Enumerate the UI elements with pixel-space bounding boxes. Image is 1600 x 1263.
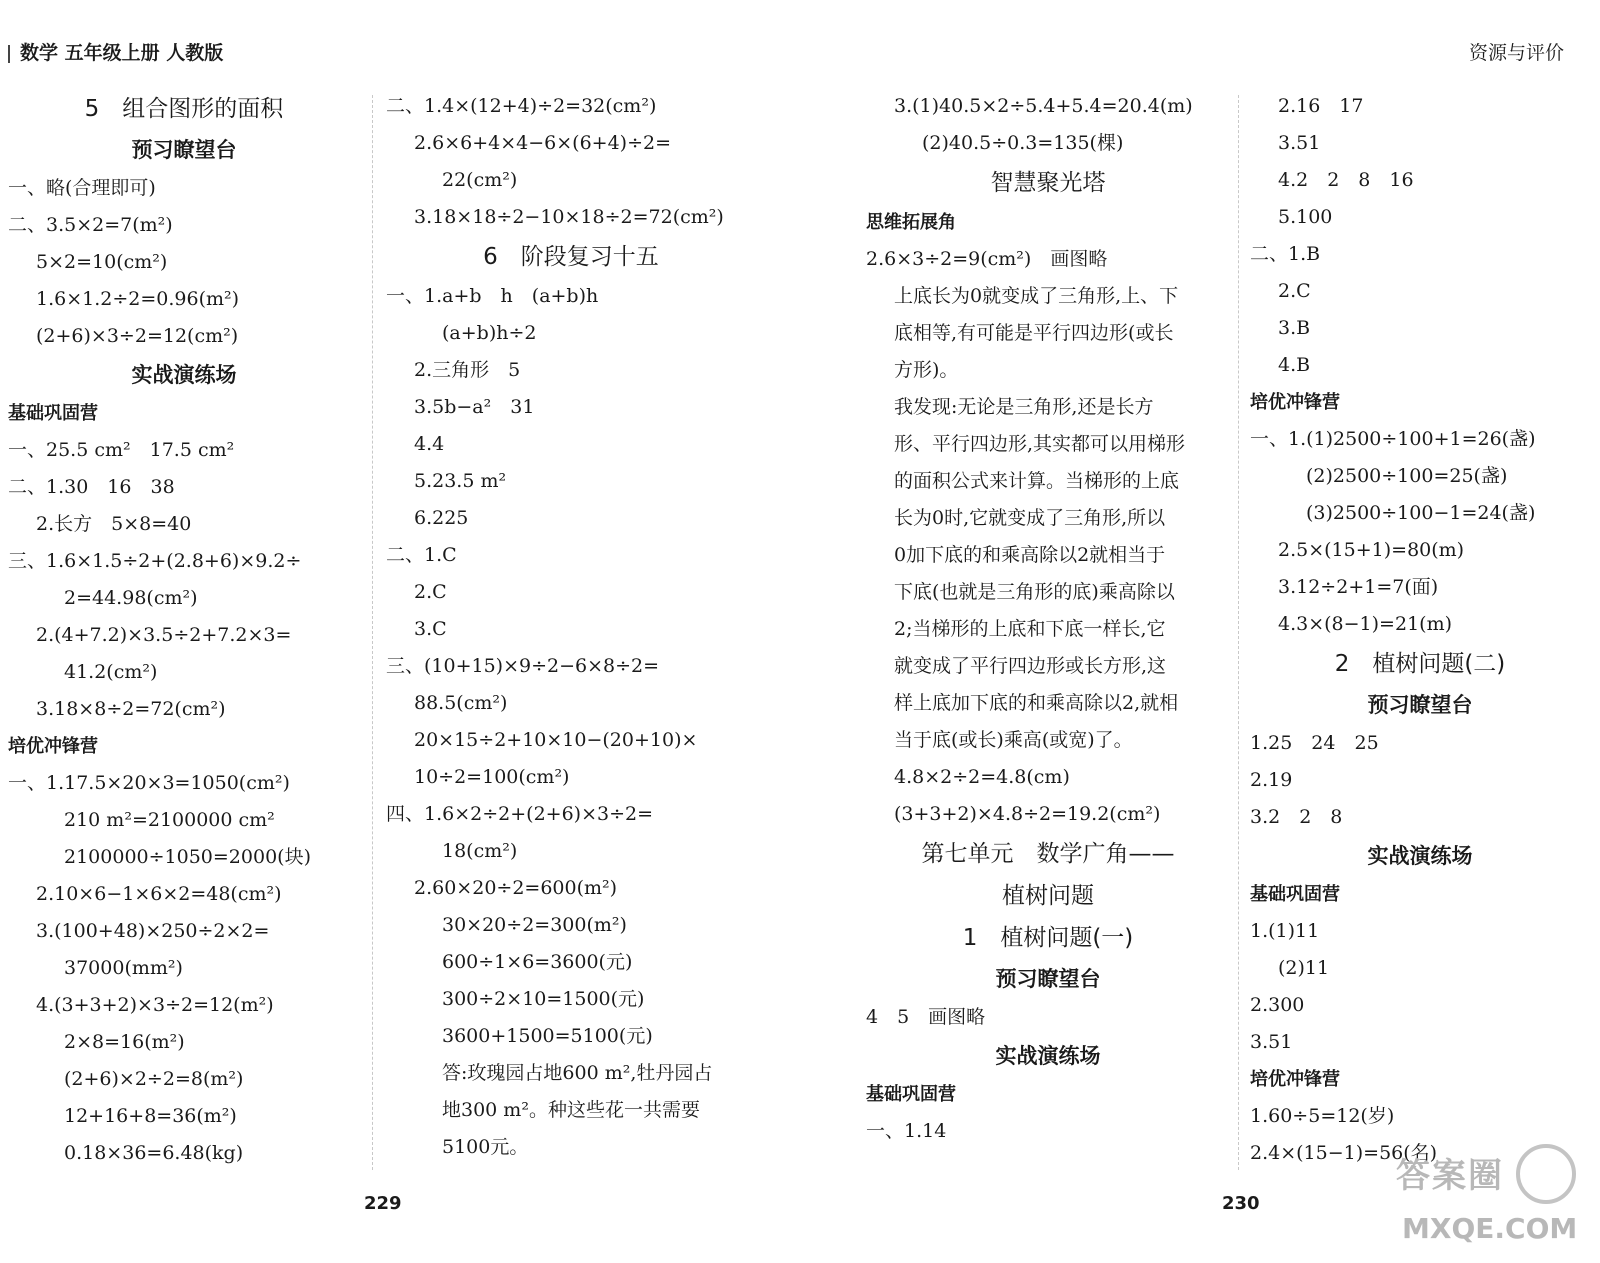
- answer-line: 2.6×3÷2=9(cm²) 画图略: [866, 248, 1108, 270]
- answer-line: 2.16 17: [1278, 95, 1364, 117]
- answer-line: 下底(也就是三角形的底)乘高除以: [894, 581, 1175, 603]
- answer-line: 4.4: [414, 433, 445, 455]
- header-bar: [8, 45, 10, 63]
- section-label: 思维拓展角: [866, 212, 956, 233]
- answer-line: 2.(4+7.2)×3.5÷2+7.2×3=: [36, 624, 292, 646]
- answer-line: 一、1.17.5×20×3=1050(cm²): [8, 772, 290, 794]
- answer-line: 3.C: [414, 618, 447, 640]
- answer-line: 22(cm²): [442, 169, 518, 191]
- answer-line: 我发现:无论是三角形,还是长方: [894, 396, 1154, 418]
- answer-line: 18(cm²): [442, 840, 518, 862]
- column-divider-2: [1238, 95, 1239, 1170]
- answer-line: 一、1.a+b h (a+b)h: [386, 285, 599, 307]
- page-number-right: 230: [1222, 1193, 1260, 1214]
- answer-line: 2;当梯形的上底和下底一样长,它: [894, 618, 1166, 640]
- answer-line: 答:玫瑰园占地600 m²,牡丹园占: [442, 1062, 713, 1084]
- header-left-text: 数学 五年级上册 人教版: [20, 42, 224, 64]
- answer-line: 3600+1500=5100(元): [442, 1025, 653, 1047]
- section-label: 基础巩固营: [866, 1084, 956, 1105]
- answer-line: 3.B: [1278, 317, 1311, 339]
- section-title: 植树问题: [1002, 883, 1094, 909]
- answer-line: 样上底加下底的和乘高除以2,就相: [894, 692, 1179, 714]
- column-3: [866, 88, 1230, 1150]
- answer-line: 5.100: [1278, 206, 1333, 228]
- answer-line: (2)40.5÷0.3=135(棵): [922, 132, 1124, 154]
- answer-line: 的面积公式来计算。当梯形的上底: [894, 470, 1180, 492]
- answer-line: 4.3×(8−1)=21(m): [1278, 613, 1452, 635]
- answer-line: 2.10×6−1×6×2=48(cm²): [36, 883, 282, 905]
- answer-line: 形、平行四边形,其实都可以用梯形: [894, 433, 1186, 455]
- answer-line: 10÷2=100(cm²): [414, 766, 570, 788]
- section-label: 培优冲锋营: [1250, 392, 1340, 413]
- answer-line: (a+b)h÷2: [442, 322, 537, 344]
- answer-line: (2+6)×2÷2=8(m²): [64, 1068, 244, 1090]
- header-left: [8, 38, 223, 65]
- section-title: 智慧聚光塔: [990, 170, 1106, 196]
- answer-line: 二、1.B: [1250, 243, 1321, 265]
- header-right: 资源与评价: [1468, 42, 1564, 64]
- answer-line: 2=44.98(cm²): [64, 587, 198, 609]
- answer-line: 12+16+8=36(m²): [64, 1105, 237, 1127]
- answer-line: (2)11: [1278, 957, 1330, 979]
- section-subtitle: 预习瞭望台: [131, 138, 237, 162]
- section-subtitle: 预习瞭望台: [1367, 693, 1473, 717]
- watermark-top: 答案圈: [1396, 1156, 1504, 1196]
- answer-line: (2+6)×3÷2=12(cm²): [36, 325, 239, 347]
- answer-line: 底相等,有可能是平行四边形(或长: [894, 322, 1174, 344]
- answer-line: 一、1.14: [866, 1120, 947, 1142]
- answer-line: 4 5 画图略: [866, 1006, 986, 1028]
- answer-line: (2)2500÷100=25(盏): [1306, 465, 1508, 487]
- section-subtitle: 实战演练场: [131, 363, 237, 387]
- answer-line: 3.(1)40.5×2÷5.4+5.4=20.4(m): [894, 95, 1193, 117]
- answer-line: 当于底(或长)乘高(或宽)了。: [894, 729, 1133, 751]
- answer-line: 一、1.(1)2500÷100+1=26(盏): [1250, 428, 1536, 450]
- answer-line: 1.60÷5=12(岁): [1250, 1105, 1395, 1127]
- answer-line: 方形)。: [894, 359, 959, 381]
- section-title: 2 植树问题(二): [1334, 651, 1506, 677]
- answer-line: 88.5(cm²): [414, 692, 508, 714]
- page-number-left: 229: [364, 1193, 402, 1214]
- answer-line: 3.12÷2+1=7(面): [1278, 576, 1439, 598]
- answer-line: 一、25.5 cm² 17.5 cm²: [8, 439, 235, 461]
- answer-line: 0加下底的和乘高除以2就相当于: [894, 544, 1166, 566]
- answer-line: 3.18×18÷2−10×18÷2=72(cm²): [414, 206, 724, 228]
- answer-line: 2.5×(15+1)=80(m): [1278, 539, 1465, 561]
- answer-line: 四、1.6×2÷2+(2+6)×3÷2=: [386, 803, 654, 825]
- answer-line: 300÷2×10=1500(元): [442, 988, 645, 1010]
- answer-line: 4.8×2÷2=4.8(cm): [894, 766, 1070, 788]
- answer-line: 二、1.30 16 38: [8, 476, 175, 498]
- answer-line: 0.18×36=6.48(kg): [64, 1142, 244, 1164]
- answer-line: 二、1.4×(12+4)÷2=32(cm²): [386, 95, 657, 117]
- answer-line: (3+3+2)×4.8÷2=19.2(cm²): [894, 803, 1161, 825]
- answer-line: 二、1.C: [386, 544, 457, 566]
- answer-line: 就变成了平行四边形或长方形,这: [894, 655, 1167, 677]
- section-title: 6 阶段复习十五: [483, 244, 659, 270]
- answer-line: (3)2500÷100−1=24(盏): [1306, 502, 1536, 524]
- section-title: 第七单元 数学广角——: [921, 841, 1175, 867]
- section-subtitle: 预习瞭望台: [995, 967, 1101, 991]
- answer-line: 地300 m²。种这些花一共需要: [442, 1099, 700, 1121]
- answer-line: 二、3.5×2=7(m²): [8, 214, 173, 236]
- answer-line: 41.2(cm²): [64, 661, 158, 683]
- answer-line: 5×2=10(cm²): [36, 251, 168, 273]
- answer-line: 6.225: [414, 507, 469, 529]
- answer-line: 30×20÷2=300(m²): [442, 914, 627, 936]
- answer-line: 600÷1×6=3600(元): [442, 951, 633, 973]
- answer-line: 1.25 24 25: [1250, 732, 1379, 754]
- section-label: 培优冲锋营: [8, 736, 98, 757]
- column-divider-1: [372, 95, 373, 1170]
- answer-line: 5.23.5 m²: [414, 470, 507, 492]
- answer-line: 3.51: [1250, 1031, 1293, 1053]
- watermark-bottom: MXQE.COM: [1402, 1212, 1578, 1245]
- section-subtitle: 实战演练场: [995, 1044, 1101, 1068]
- column-2: [386, 88, 756, 1166]
- section-label: 基础巩固营: [1250, 884, 1340, 905]
- answer-line: 20×15÷2+10×10−(20+10)×: [414, 729, 698, 751]
- answer-line: 2.4×(15−1)=56(名): [1250, 1142, 1438, 1164]
- answer-line: 3.18×8÷2=72(cm²): [36, 698, 226, 720]
- answer-line: 2100000÷1050=2000(块): [64, 846, 311, 868]
- answer-line: 2×8=16(m²): [64, 1031, 185, 1053]
- answer-line: 1.6×1.2÷2=0.96(m²): [36, 288, 240, 310]
- answer-line: 三、1.6×1.5÷2+(2.8+6)×9.2÷: [8, 550, 302, 572]
- watermark: [1396, 1140, 1592, 1256]
- section-subtitle: 实战演练场: [1367, 844, 1473, 868]
- answer-line: 三、(10+15)×9÷2−6×8÷2=: [386, 655, 660, 677]
- answer-line: 4.2 2 8 16: [1278, 169, 1414, 191]
- answer-line: 5100元。: [442, 1136, 529, 1158]
- section-label: 培优冲锋营: [1250, 1069, 1340, 1090]
- section-label: 基础巩固营: [8, 403, 98, 424]
- answer-line: 210 m²=2100000 cm²: [64, 809, 275, 831]
- answer-line: 2.C: [414, 581, 447, 603]
- answer-line: 2.三角形 5: [414, 359, 521, 381]
- answer-line: 3.(100+48)×250÷2×2=: [36, 920, 270, 942]
- answer-line: 2.300: [1250, 994, 1305, 1016]
- answer-line: 3.2 2 8: [1250, 806, 1343, 828]
- section-title: 1 植树问题(一): [962, 925, 1134, 951]
- answer-line: 2.C: [1278, 280, 1311, 302]
- section-title: 5 组合图形的面积: [84, 96, 284, 122]
- answer-line: 3.5b−a² 31: [414, 396, 535, 418]
- column-1: [8, 88, 360, 1172]
- column-4: [1250, 88, 1590, 1172]
- answer-line: 37000(mm²): [64, 957, 183, 979]
- answer-line: 一、略(合理即可): [8, 177, 156, 199]
- answer-line: 2.6×6+4×4−6×(6+4)÷2=: [414, 132, 672, 154]
- answer-line: 长为0时,它就变成了三角形,所以: [894, 507, 1166, 529]
- answer-line: 4.(3+3+2)×3÷2=12(m²): [36, 994, 274, 1016]
- answer-line: 上底长为0就变成了三角形,上、下: [894, 285, 1179, 307]
- answer-line: 3.51: [1278, 132, 1321, 154]
- answer-line: 4.B: [1278, 354, 1311, 376]
- answer-line: 2.长方 5×8=40: [36, 513, 192, 535]
- answer-line: 1.(1)11: [1250, 920, 1320, 942]
- answer-line: 2.19: [1250, 769, 1293, 791]
- answer-line: 2.60×20÷2=600(m²): [414, 877, 618, 899]
- watermark-circle: [1516, 1144, 1576, 1204]
